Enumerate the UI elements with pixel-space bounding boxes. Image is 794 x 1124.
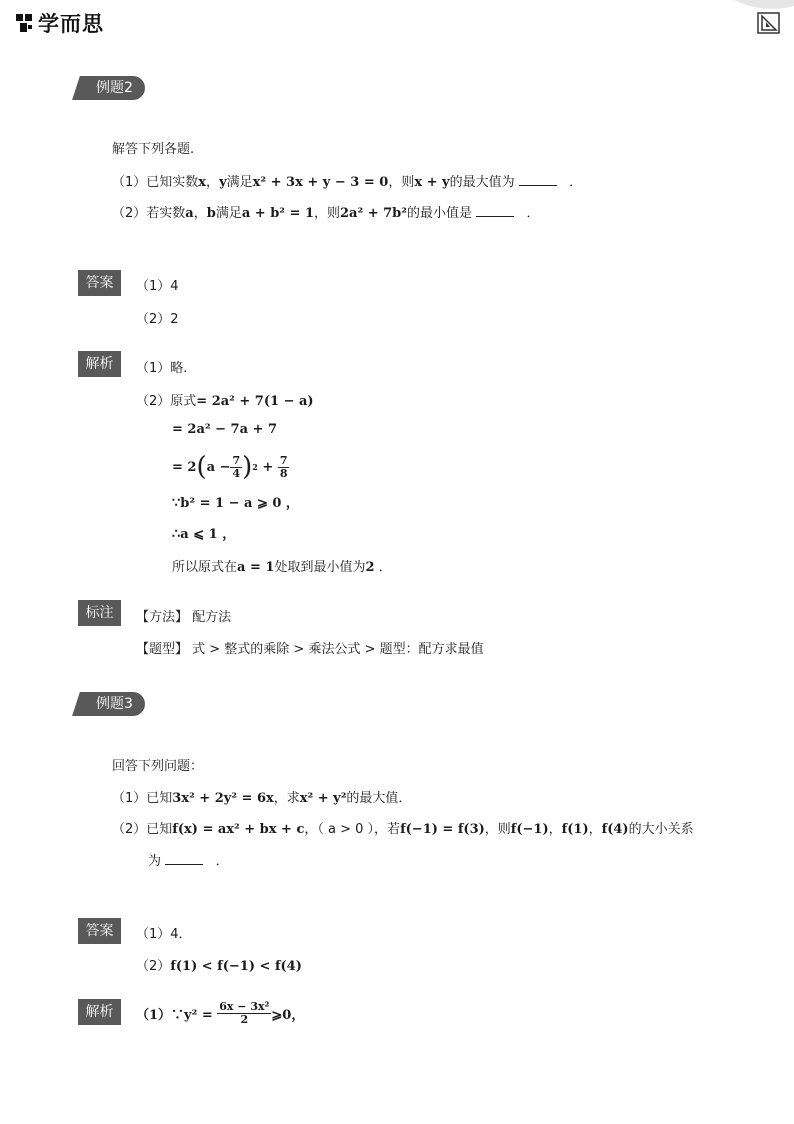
equation: a + b² = 1 <box>241 206 314 221</box>
numerator: 7 <box>279 453 288 467</box>
fraction <box>230 455 242 480</box>
ex2-question-2 <box>112 202 540 221</box>
analysis-label: 解析 <box>78 351 121 377</box>
ex3-solution-1 <box>136 996 304 1030</box>
ex3-intro: 回答下列问题： <box>112 759 204 774</box>
fraction <box>278 455 290 480</box>
math: f(−1) <box>510 822 549 837</box>
math: y <box>219 175 227 190</box>
answer-blank <box>165 852 203 865</box>
text: ， <box>548 822 562 837</box>
ex2-solution-2 <box>136 390 314 409</box>
math: ⩾0， <box>271 1007 305 1023</box>
analysis-label: 解析 <box>78 999 121 1025</box>
math: （1）∵y² = <box>136 1007 213 1023</box>
text: ，则 <box>314 206 341 221</box>
math: x <box>198 175 207 190</box>
ex2-answer-1: （1）4 <box>136 279 179 294</box>
text: 所以原式在 <box>172 560 238 575</box>
text: ， <box>193 206 207 221</box>
example-3-title: 例题3 <box>96 696 133 712</box>
text: 的最大值． <box>346 791 412 806</box>
equation: f(x) = ax² + bx + c <box>172 822 305 837</box>
numerator: 7 <box>232 453 241 467</box>
text: （2） <box>136 959 171 974</box>
math: + <box>262 459 274 475</box>
ex2-solution-5: ∵b² = 1 − a ⩾ 0 ， <box>172 496 299 511</box>
math: x² + y² <box>299 791 347 806</box>
equation: f(1) < f(−1) < f(4) <box>170 959 302 974</box>
numerator: 6x − 3x² <box>219 999 270 1013</box>
ex2-solution-4 <box>172 450 289 484</box>
math: 2a² + 7b² <box>340 206 407 221</box>
text: ，则 <box>388 175 415 190</box>
answer-blank <box>476 204 514 217</box>
ex2-intro: 解答下列各题. <box>112 142 195 157</box>
brand-name: 学而思 <box>38 12 104 36</box>
denominator: 8 <box>279 466 288 480</box>
equation: = 2a² + 7(1 − a) <box>196 394 314 409</box>
ex3-question-2-cont <box>148 850 229 869</box>
math: a <box>185 206 194 221</box>
text: 为 <box>148 854 162 869</box>
example-3-tab <box>80 692 145 716</box>
ex3-question-1 <box>112 787 411 806</box>
example-2-title: 例题2 <box>96 80 133 96</box>
ex2-question-1 <box>112 171 582 190</box>
ex3-answer-1: （1）4． <box>136 927 192 942</box>
text: ，（ a > 0 ），若 <box>304 822 401 837</box>
ex2-solution-1: （1）略. <box>136 361 188 376</box>
text: （2）若实数 <box>112 206 186 221</box>
math: f(1) <box>561 822 589 837</box>
text: 的大小关系 <box>628 822 694 837</box>
logo-mark-icon <box>14 12 34 34</box>
text: ． <box>526 206 540 221</box>
text: （2）已知 <box>112 822 173 837</box>
ruler-icon <box>756 10 782 36</box>
answer-label: 答案 <box>78 270 121 296</box>
text: ． <box>215 854 229 869</box>
text: 的最小值是 <box>406 206 472 221</box>
ex3-question-2 <box>112 818 694 837</box>
text: 满足 <box>226 175 253 190</box>
ex2-solution-6: ∴a ⩽ 1 ， <box>172 527 236 542</box>
text: （1）已知 <box>112 791 173 806</box>
equation: f(−1) = f(3) <box>400 822 485 837</box>
math: b <box>206 206 216 221</box>
text: ． <box>569 175 583 190</box>
example-2-tab <box>80 76 145 100</box>
ex2-solution-3: = 2a² − 7a + 7 <box>172 422 277 437</box>
text: ， <box>206 175 220 190</box>
text: ，则 <box>484 822 511 837</box>
brand-logo <box>14 8 104 38</box>
text: （1）已知实数 <box>112 175 199 190</box>
denominator: 2 <box>240 1012 249 1026</box>
math: f(4) <box>601 822 629 837</box>
right-paren: ) <box>242 452 253 482</box>
ex2-tag-type: 【题型】 式 > 整式的乘除 > 乘法公式 > 题型：配方求最值 <box>136 642 484 657</box>
math: 2 <box>365 560 375 575</box>
text: 处取到最小值为 <box>274 560 366 575</box>
text: （2）原式 <box>136 394 197 409</box>
ex3-answer-2 <box>136 955 302 974</box>
answer-blank <box>519 173 557 186</box>
tag-label: 标注 <box>78 600 121 626</box>
left-paren: ( <box>196 452 207 482</box>
denominator: 4 <box>232 466 241 480</box>
text: ，求 <box>273 791 300 806</box>
answer-label: 答案 <box>78 918 121 944</box>
ex2-solution-7 <box>172 556 392 575</box>
text: 的最大值为 <box>449 175 515 190</box>
equation: x² + 3x + y − 3 = 0 <box>252 175 389 190</box>
equation: 3x² + 2y² = 6x <box>172 791 274 806</box>
ex2-tag-method: 【方法】 配方法 <box>136 610 232 625</box>
math: a = 1 <box>237 560 275 575</box>
exponent: 2 <box>252 462 258 472</box>
math: x + y <box>414 175 450 190</box>
fraction <box>217 1001 271 1026</box>
ex2-answer-2: （2）2 <box>136 312 179 327</box>
text: 满足 <box>215 206 242 221</box>
math: = 2 <box>172 459 197 475</box>
text: ． <box>378 560 392 575</box>
text: ， <box>588 822 602 837</box>
math: a − <box>206 459 231 475</box>
